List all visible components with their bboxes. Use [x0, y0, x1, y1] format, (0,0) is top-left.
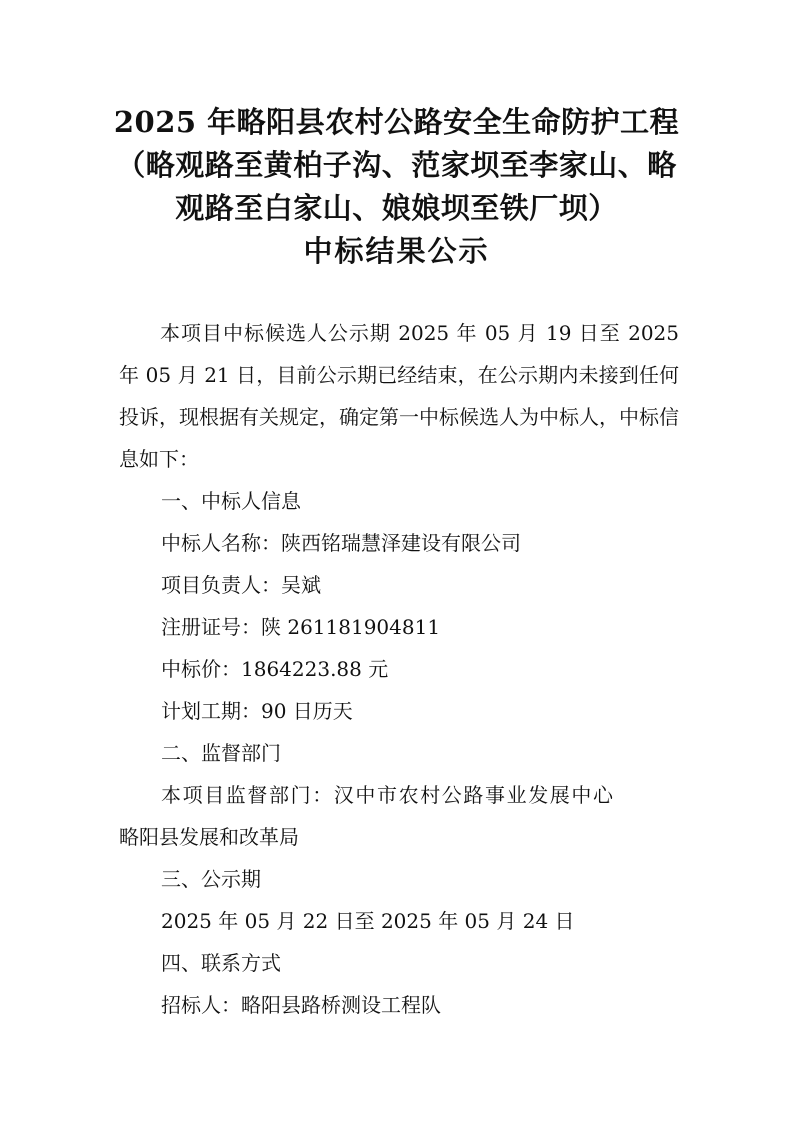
registration-number: 注册证号：陕 261181904811: [161, 615, 441, 639]
planned-duration: 计划工期：90 日历天: [161, 699, 353, 723]
project-manager: 项目负责人：吴斌: [161, 573, 321, 597]
winner-name: 中标人名称：陕西铭瑞慧泽建设有限公司: [161, 531, 521, 555]
section-4-heading: 四、联系方式: [161, 951, 281, 975]
section-2-heading: 二、监督部门: [161, 741, 281, 765]
title-line-4: 中标结果公示: [303, 234, 490, 268]
winning-price: 中标价：1864223.88 元: [161, 657, 389, 681]
supervision-department-2: 略阳县发展和改革局: [119, 825, 299, 849]
publicity-period: 2025 年 05 月 22 日至 2025 年 05 月 24 日: [161, 909, 575, 933]
section-3-heading: 三、公示期: [161, 867, 261, 891]
title-line-3: 观路至白家山、娘娘坝至铁厂坝）: [175, 191, 618, 225]
tenderer: 招标人：略阳县路桥测设工程队: [161, 993, 441, 1017]
title-line-2: （略观路至黄柏子沟、范家坝至李家山、略: [116, 148, 677, 182]
supervision-department: 本项目监督部门：汉中市农村公路事业发展中心: [161, 783, 615, 807]
title-line-1: 2025 年略阳县农村公路安全生命防护工程: [113, 105, 680, 139]
section-1-heading: 一、中标人信息: [161, 489, 301, 513]
intro-paragraph: 本项目中标候选人公示期 2025 年 05 月 19 日至 2025 年 05 月 21 日，目前公示期已经结束，在公示期内未接到任何投诉，现根据有关规定，确定第一中标候选人为中标人，中标信息如下：: [119, 321, 679, 471]
